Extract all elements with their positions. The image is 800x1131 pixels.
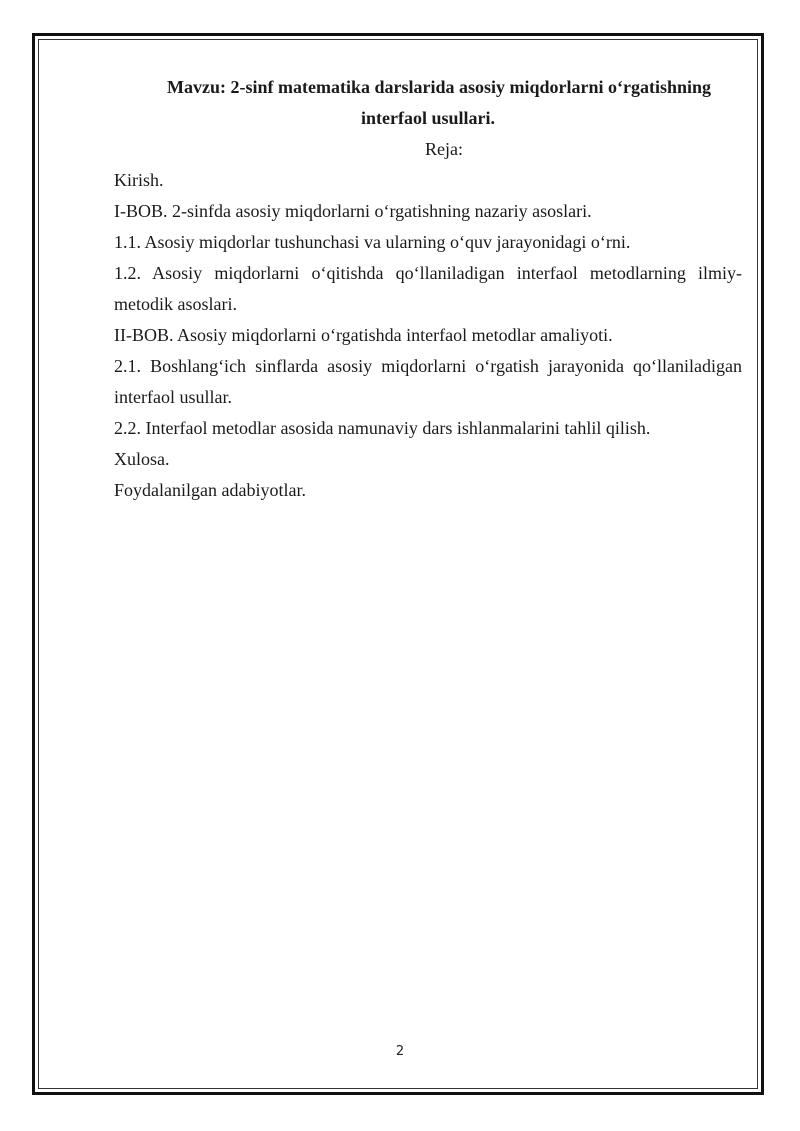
toc-item-1-2: 1.2. Asosiy miqdorlarni o‘qitishda qo‘llaniladigan interfaol metodlarning ilmiy-metodik asoslari. xyxy=(114,263,742,314)
toc-item-conclusion: Xulosa. xyxy=(114,449,170,469)
toc-item-1-1: 1.1. Asosiy miqdorlar tushunchasi va ularning o‘quv jarayonidagi o‘rni. xyxy=(114,232,631,252)
document-title-line-1: Mavzu: 2-sinf matematika darslarida asosiy miqdorlarni o‘rgatishning xyxy=(166,77,711,97)
plan-heading: Reja: xyxy=(425,139,463,159)
toc-item-references: Foydalanilgan adabiyotlar. xyxy=(114,480,306,500)
toc-item-2-2: 2.2. Interfaol metodlar asosida namunaviy dars ishlanmalarini tahlil qilish. xyxy=(114,418,651,438)
page-number: 2 xyxy=(395,1044,405,1059)
toc-item-chapter-1: I-BOB. 2-sinfda asosiy miqdorlarni o‘rgatishning nazariy asoslari. xyxy=(114,201,592,221)
toc-item-chapter-2: II-BOB. Asosiy miqdorlarni o‘rgatishda interfaol metodlar amaliyoti. xyxy=(114,325,613,345)
toc-item-introduction: Kirish. xyxy=(114,170,164,190)
toc-item-2-1: 2.1. Boshlang‘ich sinflarda asosiy miqdorlarni o‘rgatish jarayonida qo‘llaniladigan interfaol usullar. xyxy=(114,356,742,407)
document-title xyxy=(114,72,742,134)
page-content xyxy=(114,72,742,506)
table-of-contents xyxy=(114,165,742,506)
document-title-line-2: interfaol usullari. xyxy=(361,108,495,128)
